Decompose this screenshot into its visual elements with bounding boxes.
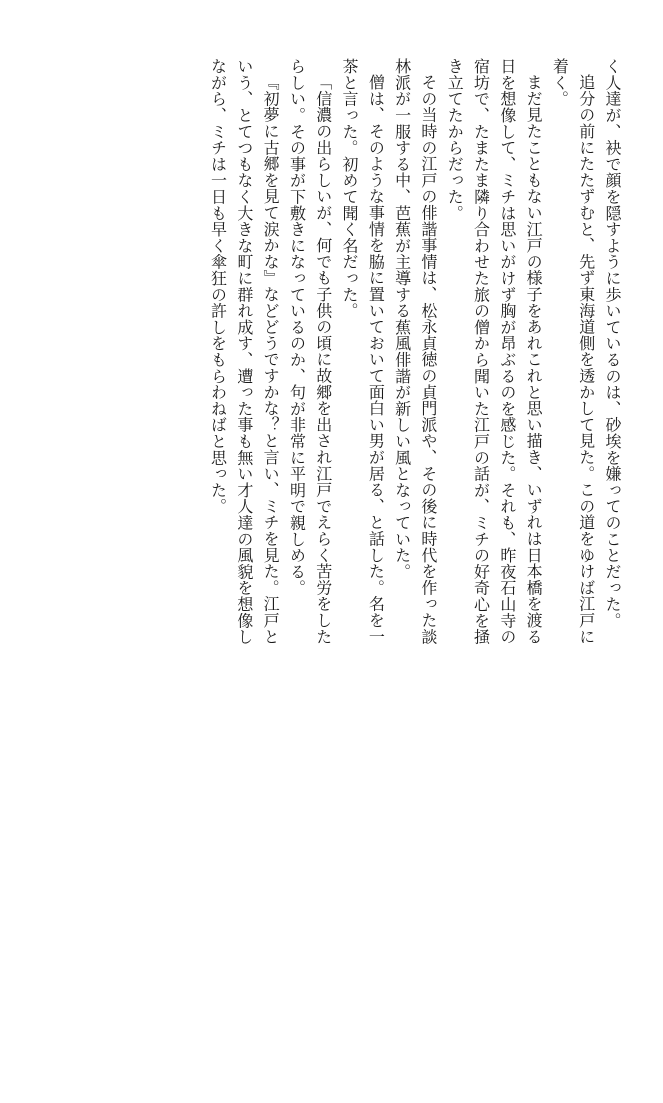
paragraph: 「信濃の出らしいが、何でも子供の頃に故郷を出され江戸でえらく苦労をしたらしい。その事が下敷きになっているのか、句が非常に平明で親しめる。 [287,58,333,645]
paragraph: 『初夢に古郷を見て涙かな』などどうですかな？と言い、ミチを見た。江戸という、とてつもなく大きな町に群れ成す、遭った事も無い才人達の風貌を想像しながら、ミチは一日も早く傘狂の許しをもらわねばと思った。 [208,58,281,645]
paragraph: 追分の前にたたずむと、先ず東海道側を透かして見た。この道をゆけば江戸に着く。 [550,58,596,645]
paragraph: 僧は、そのような事情を脇に置いておいて面白い男が居る、と話した。名を一茶と言った。初めて聞く名だった。 [340,58,386,645]
vertical-text-body [204,58,625,658]
paragraph: く人達が、袂で顔を隠すように歩いているのは、砂埃を嫌ってのことだった。 [603,58,622,629]
paragraph: まだ見たこともない江戸の様子をあれこれと思い描き、いずれは日本橋を渡る日を想像して、ミチは思いがけず胸が昂ぶるのを感じた。それも、昨夜石山寺の宿坊で、たまたま隣り合わせた旅の僧から聞いた江戸の話が、ミチの好奇心を掻き立てたからだった。 [445,58,544,645]
paragraph: その当時の江戸の俳諧事情は、松永貞徳の貞門派や、その後に時代を作った談林派が一服する中、芭蕉が主導する蕉風俳諧が新しい風となっていた。 [392,58,438,645]
